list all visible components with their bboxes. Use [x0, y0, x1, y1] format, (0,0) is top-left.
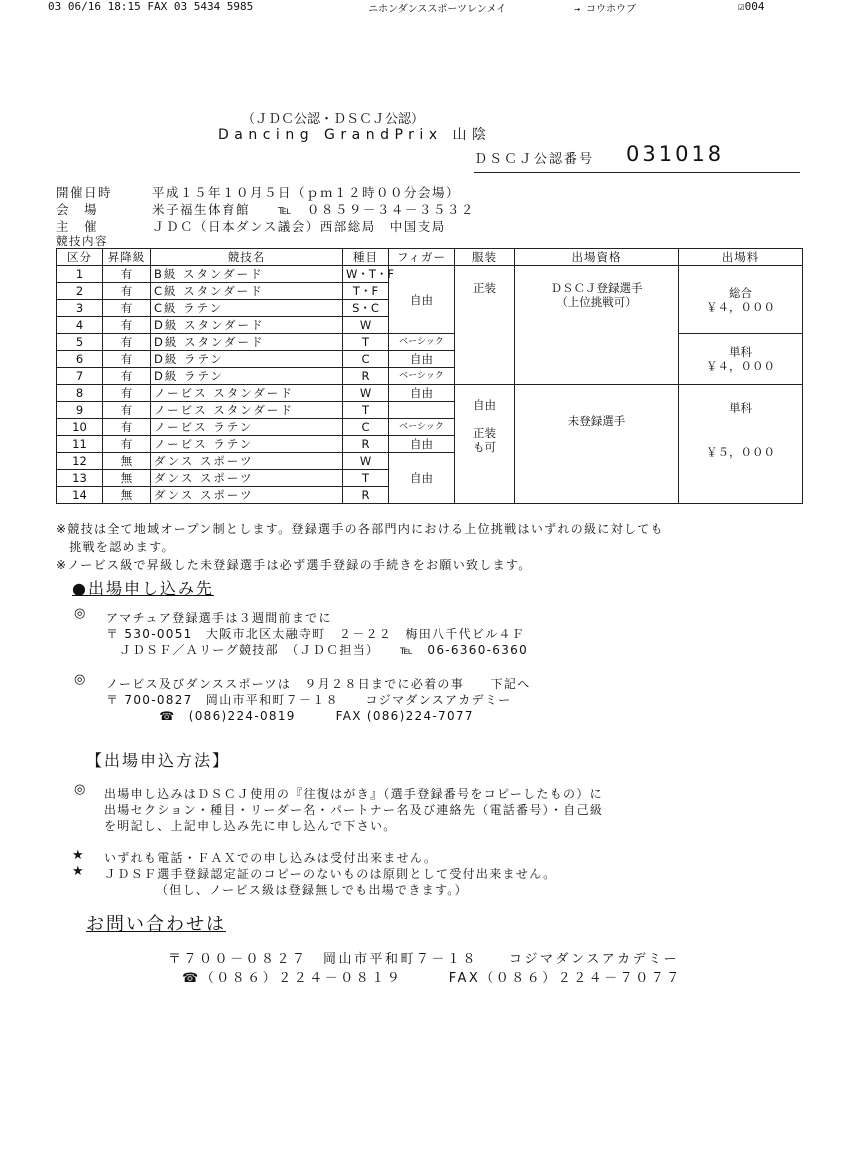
fee-single-value: ￥４，０００: [706, 359, 775, 373]
cell-item: C: [343, 351, 389, 368]
cell-event: ダンス スポーツ: [151, 470, 343, 487]
cell-item: W: [343, 453, 389, 470]
inquiry-contact: ☎（０８６）２２４－０８１９ FAX（０８６）２２４－７０７７: [182, 971, 682, 986]
star-mark: ★: [72, 864, 84, 879]
cell-event: ダンス スポーツ: [151, 453, 343, 470]
novice-block: [106, 676, 531, 724]
cell-event: B級 スタンダード: [151, 266, 343, 283]
col-header: 競技名: [151, 249, 343, 266]
bullet-mark: ◎: [74, 606, 86, 621]
cell-no: 7: [57, 368, 103, 385]
fax-recipient: → コウホウブ: [574, 4, 637, 15]
competition-table: [56, 248, 803, 504]
cell-event: ノービス ラテン: [151, 436, 343, 453]
cell-no: 8: [57, 385, 103, 402]
cell-figure: [389, 402, 455, 419]
title-event-name: Dancing GrandPrix 山陰: [218, 127, 492, 143]
cell-item: T・F: [343, 283, 389, 300]
cell-updown: 有: [103, 317, 151, 334]
cell-dress: [455, 266, 515, 385]
col-header: 服装: [455, 249, 515, 266]
info-value: 米子福生体育館 ℡ ０８５９－３４－３５３２: [152, 202, 475, 217]
cell-event: ノービス スタンダード: [151, 385, 343, 402]
cell-item: R: [343, 487, 389, 504]
info-date: [56, 183, 460, 201]
cell-event: D級 ラテン: [151, 368, 343, 385]
fax-datetime: 03 06/16 18:15 FAX 03 5434 5985: [48, 0, 254, 13]
cell-event: ノービス ラテン: [151, 419, 343, 436]
col-header: 区分: [57, 249, 103, 266]
fee-single-value: ￥５，０００: [706, 445, 775, 459]
cell-updown: 有: [103, 419, 151, 436]
star-line: いずれも電話・ＦＡＸでの申し込みは受付出来ません。: [104, 851, 438, 865]
cell-item: C: [343, 419, 389, 436]
info-label: 開催日時: [56, 185, 113, 200]
info-value: ＪＤＣ（日本ダンス議会）西部総局 中国支局: [152, 219, 446, 234]
table-row: [57, 385, 803, 402]
notes: [56, 520, 664, 574]
info-label: 会 場: [56, 202, 99, 217]
cell-no: 2: [57, 283, 103, 300]
cell-event: D級 スタンダード: [151, 317, 343, 334]
cell-no: 1: [57, 266, 103, 283]
novice-address: 〒 700-0827 岡山市平和町７－１８ コジマダンスアカデミー: [106, 693, 512, 707]
cell-no: 10: [57, 419, 103, 436]
cert-number: 031018: [626, 142, 725, 166]
cert-label: [474, 142, 725, 167]
method-line: 出場申し込みはＤＳＣＪ使用の『往復はがき』（選手登録番号をコピーしたもの）に: [104, 787, 603, 801]
star-mark: ★: [72, 848, 84, 863]
info-value: 平成１５年１０月５日（ｐｍ１２時００分会場）: [152, 185, 461, 200]
cell-figure: ベーシック: [389, 334, 455, 351]
cell-no: 14: [57, 487, 103, 504]
cell-no: 9: [57, 402, 103, 419]
cell-updown: 無: [103, 487, 151, 504]
cell-no: 11: [57, 436, 103, 453]
cell-event: C級 スタンダード: [151, 283, 343, 300]
cell-event: ノービス スタンダード: [151, 402, 343, 419]
figure-free: 自由: [410, 292, 433, 307]
cell-item: T: [343, 402, 389, 419]
cell-no: 5: [57, 334, 103, 351]
cell-fee: [679, 266, 803, 334]
col-header: 出場資格: [515, 249, 679, 266]
cell-updown: 有: [103, 334, 151, 351]
note-line: ※ノービス級で昇級した未登録選手は必ず選手登録の手続きをお願い致します。: [56, 558, 532, 572]
cell-updown: 有: [103, 351, 151, 368]
col-header: 昇降級: [103, 249, 151, 266]
fee-total-value: ￥４，０００: [706, 299, 775, 314]
cell-updown: 有: [103, 402, 151, 419]
qual-upper-challenge: （上位挑戦可）: [556, 295, 637, 309]
cell-qualification: [515, 385, 679, 504]
cell-item: S・C: [343, 300, 389, 317]
qual-unregistered: 未登録選手: [567, 414, 626, 428]
novice-contact: ☎ (086)224-0819 FAX (086)224-7077: [106, 709, 474, 723]
cell-figure: 自由: [389, 453, 455, 504]
info-label: 主 催: [56, 219, 99, 234]
cell-figure: [389, 266, 455, 334]
method-line: を明記し、上記申し込み先に申し込んで下さい。: [104, 819, 397, 833]
table-row: [57, 334, 803, 351]
method-line: 出場セクション・種目・リーダー名・パートナー名及び連絡先（電話番号）・自己級: [104, 803, 604, 817]
fax-header: [0, 0, 864, 14]
table-row: [57, 266, 803, 283]
fax-page-number: 004: [744, 0, 765, 13]
cell-item: T: [343, 470, 389, 487]
fax-sender: ニホンダンススポーツレンメイ: [368, 4, 507, 15]
cell-no: 6: [57, 351, 103, 368]
apply-to-heading: ●出場申し込み先: [72, 579, 214, 598]
cell-no: 13: [57, 470, 103, 487]
info-label: 競技内容: [56, 234, 108, 248]
cell-item: W: [343, 385, 389, 402]
amateur-block: [106, 610, 528, 658]
fax-page: ☑004: [738, 0, 765, 13]
cell-fee: [679, 334, 803, 385]
cell-item: T: [343, 334, 389, 351]
col-header: 出場料: [679, 249, 803, 266]
cell-figure: ベーシック: [389, 419, 455, 436]
col-header: 種目: [343, 249, 389, 266]
cert-label-text: ＤＳＣＪ公認番号: [474, 152, 595, 167]
bullet-mark: ◎: [74, 782, 86, 797]
novice-line: ノービス及びダンススポーツは ９月２８日までに必着の事 下記へ: [106, 677, 531, 691]
cell-no: 3: [57, 300, 103, 317]
fee-single-label: 単科: [729, 345, 752, 359]
dress-formal: 正装: [473, 426, 496, 440]
note-line: ※競技は全て地域オープン制とします。登録選手の各部門内における上位挑戦はいずれの級に対しても: [56, 522, 664, 536]
cell-updown: 有: [103, 266, 151, 283]
amateur-contact: ＪＤＳＦ／Ａリーグ競技部 （ＪＤＣ担当） ℡ 06-6360-6360: [106, 643, 529, 657]
info-venue: [56, 200, 475, 218]
inquiry-heading: お問い合わせは: [86, 914, 226, 935]
cell-item: R: [343, 368, 389, 385]
inquiry-block: [168, 950, 682, 988]
cell-figure: 自由: [389, 385, 455, 402]
note-line: 挑戦を認めます。: [56, 540, 175, 554]
cell-fee: [679, 385, 803, 504]
cell-item: R: [343, 436, 389, 453]
cell-event: ダンス スポーツ: [151, 487, 343, 504]
cell-no: 12: [57, 453, 103, 470]
cell-no: 4: [57, 317, 103, 334]
star-line: （但し、ノービス級は登録無しでも出場できます。）: [156, 883, 468, 897]
cell-qualification: [515, 266, 679, 385]
inquiry-address: 〒７００－０８２７ 岡山市平和町７－１８ コジマダンスアカデミー: [168, 952, 680, 967]
star-line: ＪＤＳＦ選手登録認定証のコピーのないものは原則として受付出来ません。: [104, 867, 557, 881]
dress-allowed: も可: [473, 440, 496, 454]
amateur-address: 〒 530-0051 大阪市北区太融寺町 ２－２２ 梅田八千代ビル４Ｆ: [106, 627, 526, 641]
cert-underline: [474, 172, 800, 173]
cell-figure: 自由: [389, 351, 455, 368]
cell-updown: 無: [103, 470, 151, 487]
fee-total-label: 総合: [729, 285, 752, 300]
cell-item: W: [343, 317, 389, 334]
cell-item: W・T・F: [343, 266, 389, 283]
col-header: フィガー: [389, 249, 455, 266]
amateur-line: アマチュア登録選手は３週間前までに: [106, 611, 332, 625]
info-contents: [56, 233, 152, 249]
title-certification: （ＪＤＣ公認・ＤＳＣＪ公認）: [242, 112, 425, 127]
cell-updown: 有: [103, 436, 151, 453]
fee-single-label: 単科: [729, 401, 752, 415]
dress-free: 自由: [473, 398, 496, 412]
cell-updown: 有: [103, 300, 151, 317]
apply-method-heading: 【出場申込方法】: [86, 751, 231, 770]
cell-figure: ベーシック: [389, 368, 455, 385]
cell-event: C級 ラテン: [151, 300, 343, 317]
cell-updown: 有: [103, 283, 151, 300]
cell-event: D級 スタンダード: [151, 334, 343, 351]
cell-updown: 有: [103, 385, 151, 402]
cell-updown: 有: [103, 368, 151, 385]
dress-formal: 正装: [473, 281, 496, 295]
table-header-row: [57, 249, 803, 266]
cell-updown: 無: [103, 453, 151, 470]
bullet-mark: ◎: [74, 672, 86, 687]
cell-dress: [455, 385, 515, 504]
qual-registered: ＤＳＣＪ登録選手: [550, 281, 643, 295]
method-block: [104, 786, 603, 834]
cell-event: D級 ラテン: [151, 351, 343, 368]
cell-figure: 自由: [389, 436, 455, 453]
